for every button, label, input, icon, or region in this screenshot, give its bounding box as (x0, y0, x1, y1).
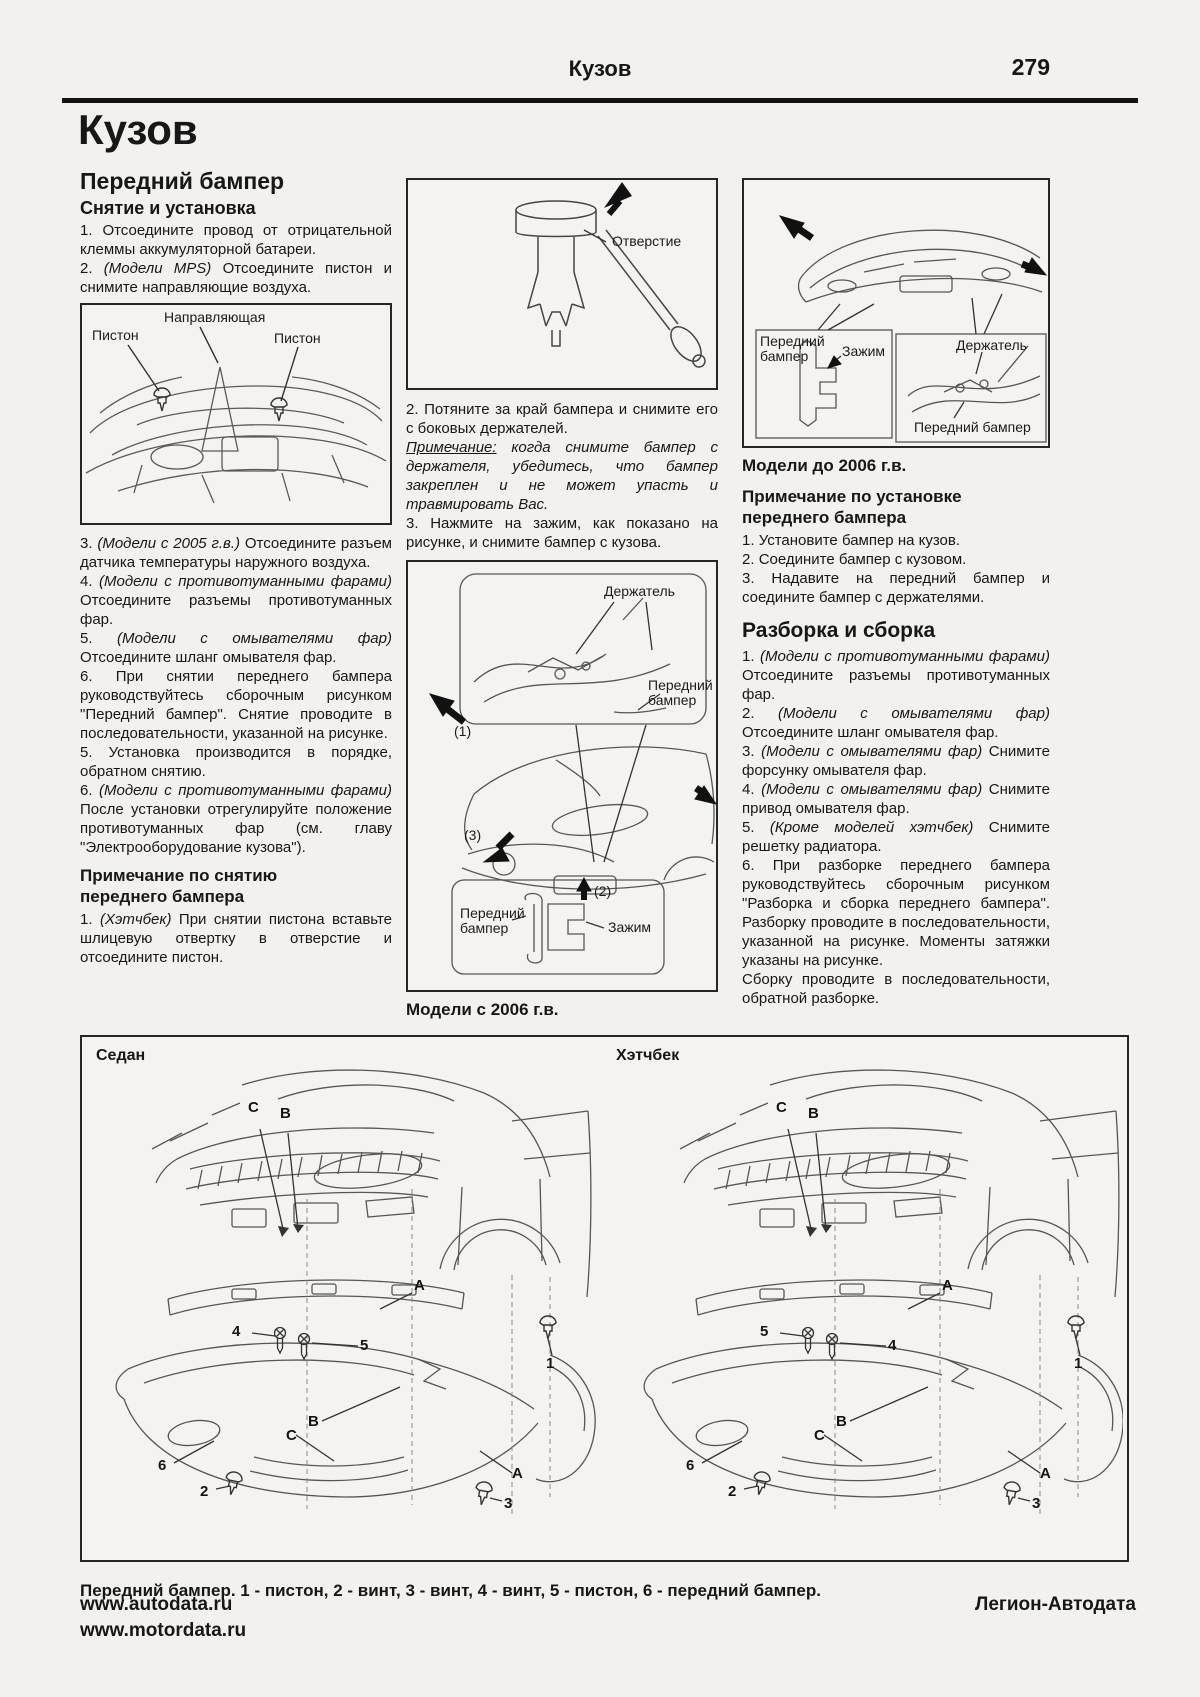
callout-4: 4 (232, 1323, 241, 1340)
figure-callout-1: (1) (454, 723, 472, 739)
callout-2: 2 (728, 1483, 737, 1500)
figure-label-front-bumper: Передний бампер (914, 419, 1031, 435)
step: 5. (Кроме моделей хэтчбек) Снимите решетку радиатора. (742, 819, 1050, 855)
figure-label-holder: Держатель (956, 337, 1027, 353)
figure-label-front-bumper: Передний бампер (648, 677, 713, 708)
callout-5: 5 (360, 1337, 369, 1354)
callout-1: 1 (1074, 1355, 1083, 1372)
clip-screwdriver-drawing (408, 180, 716, 388)
callout-a: A (414, 1277, 425, 1294)
step: 1. Отсоедините провод от отрицательной клеммы аккумуляторной батареи. (80, 222, 392, 258)
footer-publisher: Легион-Автодата (975, 1594, 1136, 1615)
footer-site-autodata: www.autodata.ru (80, 1594, 233, 1615)
bumper-removal-2006-drawing (408, 562, 716, 990)
figure-pre2006 (742, 178, 1050, 448)
step: 6. При разборке переднего бампера руководствуйтесь сборочным рисунком "Разборка и сборка переднего бампера". Разборку проводите в последовательности, указанной на рисунке. Моменты затяжки указаны на рисунке. (742, 857, 1050, 969)
installation-note-heading: Примечание по установке переднего бампера (742, 487, 962, 527)
figure-front-bumper-assembly (80, 1035, 1129, 1562)
header-section-title: Кузов (568, 56, 632, 81)
hatchback-label: Хэтчбек (616, 1047, 680, 1064)
header-rule (62, 98, 1138, 103)
figure-removal-2006 (406, 560, 718, 992)
figure-air-guides (80, 303, 392, 525)
step: 3. (Модели с омывателями фар) Снимите форсунку омывателя фар. (742, 743, 1050, 779)
callout-a: A (512, 1465, 523, 1482)
step: 2. (Модели MPS) Отсоедините пистон и снимите направляющие воздуха. (80, 260, 393, 296)
step: 3. Нажмите на зажим, как показано на рисунке, и снимите бампер с кузова. (406, 515, 718, 551)
step: 1. Установите бампер на кузов. (742, 532, 961, 549)
step: 2. Соедините бампер с кузовом. (742, 551, 967, 568)
figure-label-clamp: Зажим (842, 343, 886, 359)
figure-label-piston-right: Пистон (274, 330, 321, 346)
callout-a: A (942, 1277, 953, 1294)
sedan-label: Седан (96, 1047, 146, 1064)
callout-1: 1 (546, 1355, 555, 1372)
step: 6. При снятии переднего бампера руководствуйтесь сборочным рисунком "Передний бампер". Снятие проводите в последовательности, указанной на рисунке. (80, 668, 392, 742)
step: 3. (Модели с 2005 г.в.) Отсоедините разъем датчика температуры наружного воздуха. (80, 535, 392, 571)
step: 2. Потяните за край бампера и снимите его с боковых держателей. (406, 401, 719, 437)
bumper-pre2006-drawing (744, 180, 1048, 446)
right-column (742, 168, 1050, 1008)
exploded-bumper-drawings (82, 1037, 1123, 1556)
step: 1. (Хэтчбек) При снятии пистона вставьте шлицевую отвертку в отверстие и отсоедините пистон. (80, 911, 392, 966)
figure-label-guide: Направляющая (164, 309, 266, 325)
figure-label-piston-left: Пистон (92, 327, 139, 343)
note-paragraph: Примечание: когда снимите бампер с держателя, убедитесь, что бампер закреплен и не может упасть и травмировать Вас. (406, 439, 718, 513)
removal-installation-heading: Снятие и установка (80, 198, 256, 218)
figure-callout-2: (2) (594, 883, 612, 899)
step: 5. (Модели с омывателями фар) Отсоедините шланг омывателя фар. (80, 630, 392, 666)
figure-caption-2006: Модели с 2006 г.в. (406, 1000, 559, 1019)
figure-callout-3: (3) (464, 827, 482, 843)
callout-c: C (814, 1427, 825, 1444)
callout-b: B (280, 1105, 291, 1122)
step: 4. (Модели с противотуманными фарами) Отсоедините разъемы противотуманных фар. (80, 573, 392, 628)
callout-4: 4 (888, 1337, 897, 1354)
step: 3. Надавите на передний бампер и соедините бампер с держателями. (742, 570, 1050, 606)
hatchback-exploded-drawing (644, 1070, 1123, 1515)
sedan-exploded-drawing (116, 1070, 595, 1515)
callout-a: A (1040, 1465, 1051, 1482)
callout-5: 5 (760, 1323, 769, 1340)
callout-b: B (808, 1105, 819, 1122)
page-title: Кузов (78, 106, 198, 153)
figure-label-hole: Отверстие (612, 233, 682, 249)
page-number: 279 (1011, 54, 1050, 80)
figure-clip-screwdriver (406, 178, 718, 390)
callout-3: 3 (1032, 1495, 1041, 1512)
step: 6. (Модели с противотуманными фарами) После установки отрегулируйте положение противотуманных фар (см. главу "Электрооборудование кузова"). (80, 782, 392, 856)
callout-3: 3 (504, 1495, 513, 1512)
step: 5. Установка производится в порядке, обратном снятию. (80, 744, 392, 780)
step: 1. (Модели с противотуманными фарами) Отсоедините разъемы противотуманных фар. (742, 648, 1050, 703)
callout-6: 6 (158, 1457, 167, 1474)
callout-c: C (248, 1099, 259, 1116)
callout-2: 2 (200, 1483, 209, 1500)
step: 2. (Модели с омывателями фар) Отсоедините шланг омывателя фар. (742, 705, 1050, 741)
callout-b: B (836, 1413, 847, 1430)
middle-column (406, 168, 718, 1030)
arrow-up-icon (604, 182, 632, 214)
disassembly-heading: Разборка и сборка (742, 619, 936, 642)
figure-label-holder: Держатель (604, 583, 675, 599)
left-column (80, 168, 392, 967)
assembly-figure-caption: Передний бампер. 1 - пистон, 2 - винт, 3 - винт, 4 - винт, 5 - пистон, 6 - передний бампер. (80, 1581, 821, 1600)
step: 4. (Модели с омывателями фар) Снимите привод омывателя фар. (742, 781, 1050, 817)
callout-c: C (286, 1427, 297, 1444)
figure-label-clamp: Зажим (608, 919, 652, 935)
figure-caption-pre2006: Модели до 2006 г.в. (742, 456, 907, 475)
front-bumper-heading: Передний бампер (80, 168, 285, 194)
callout-6: 6 (686, 1457, 695, 1474)
removal-note-heading: Примечание по снятию переднего бампера (80, 866, 278, 906)
figure-label-front-bumper: Передний бампер (760, 333, 825, 364)
footer-site-motordata: www.motordata.ru (80, 1620, 247, 1641)
callout-b: B (308, 1413, 319, 1430)
closing-paragraph: Сборку проводите в последовательности, обратной разборке. (742, 971, 1050, 1007)
callout-c: C (776, 1099, 787, 1116)
figure-label-front-bumper: Передний бампер (460, 905, 525, 936)
